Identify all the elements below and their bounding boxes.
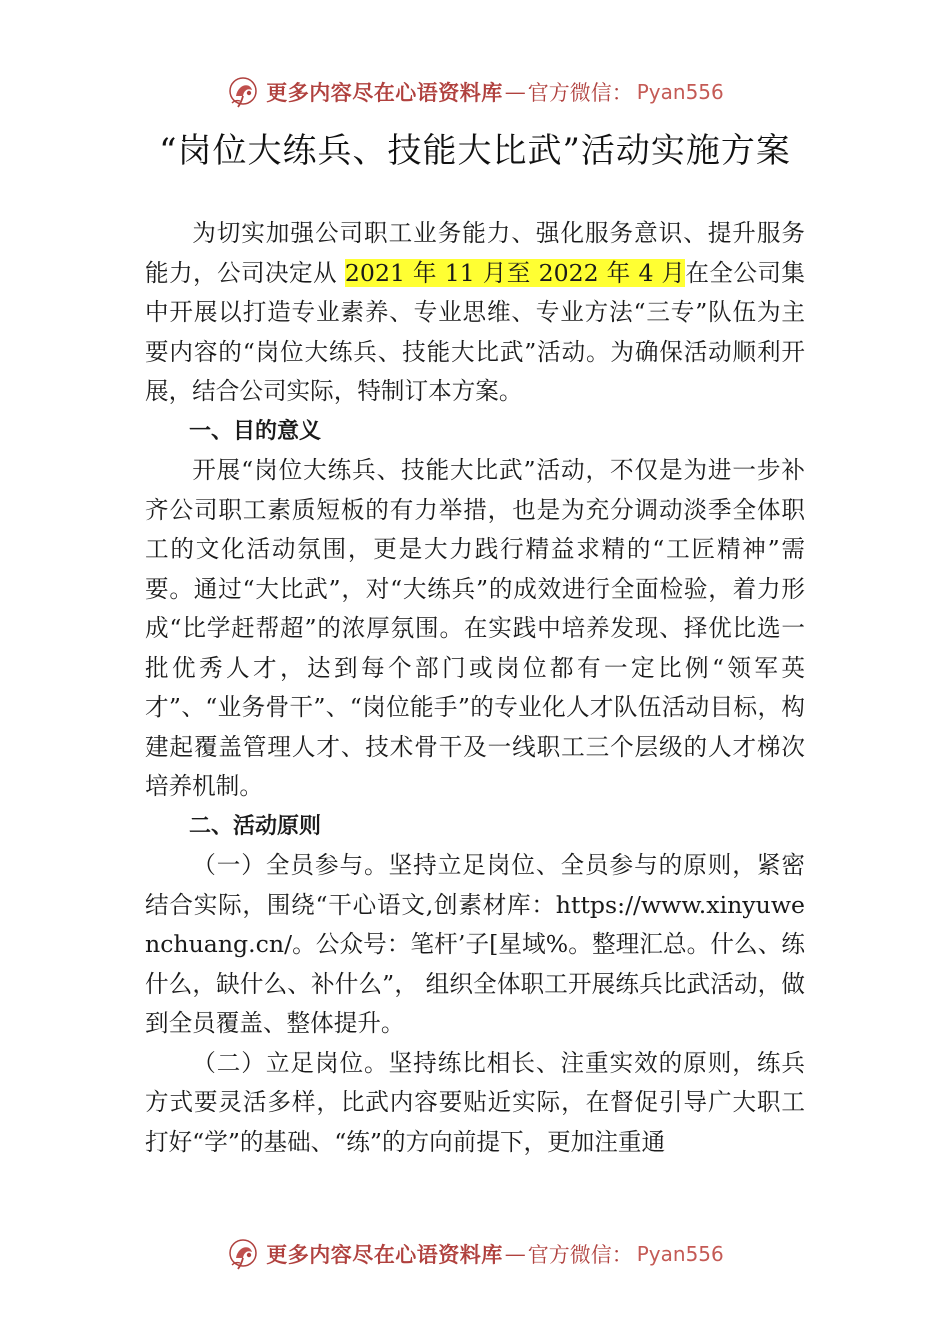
banner-wechat-label: 官方微信： [527,81,633,105]
rose-logo-icon [226,1236,262,1272]
section-heading-purpose: 一、目的意义 [189,418,322,444]
header-watermark-banner [0,72,950,112]
footer-watermark-banner [0,1234,950,1274]
principle-item-1: （一）全员参与。坚持立足岗位、全员参与的原则，紧密结合实际，围绕“干心语文,创素材库：https://www.xinyuwenchuang.cn/。公众号：笔杆’子[星域%。整理汇总。什么、练什么，缺什么、补什么”， 组织全体职工开展练兵比武活动，做到全员覆盖、整体提升。 [145,851,805,1037]
document-title: “岗位大练兵、技能大比武”活动实施方案 [159,131,791,171]
banner-text: 更多内容尽在心语资料库 [266,80,503,105]
intro-text-after: 在全公司集中开展以打造专业素养、专业思维、专业方法“三专”队伍为主要内容的“岗位大练兵、技能大比武”活动。为确保活动顺利开展，结合公司实际，特制订本方案。 [145,258,806,405]
banner-separator: — [504,80,526,104]
principle-item-2: （二）立足岗位。坚持练比相长、注重实效的原则，练兵方式要灵活多样，比武内容要贴近实际，在督促引导广大职工打好“学”的基础、“练”的方向前提下，更加注重通 [145,1048,805,1156]
banner-text: 更多内容尽在心语资料库 [266,1242,503,1267]
purpose-paragraph: 开展“岗位大练兵、技能大比武”活动，不仅是为进一步补齐公司职工素质短板的有力举措，也是为充分调动淡季全体职工的文化活动氛围，更是大力践行精益求精的“工匠精神”需要。通过“大比武”，对“大练兵”的成效进行全面检验，着力形成“比学赶帮超”的浓厚氛围。在实践中培养发现、择优比选一批优秀人才，达到每个部门或岗位都有一定比例“领军英才”、“业务骨干”、“岗位能手”的专业化人才队伍活动目标，构建起覆盖管理人才、技术骨干及一线职工三个层级的人才梯次培养机制。 [145,456,805,800]
intro-paragraph [145,214,805,412]
rose-logo-icon [226,74,262,110]
highlighted-date-range: 2021 年 11 月至 2022 年 4 月 [344,258,686,287]
section-heading-principles: 二、活动原则 [189,813,322,839]
banner-wechat-label: 官方微信： [527,1243,633,1267]
intro-text-before: 为切实加强公司职工业务能力、强化服务意识、提升服务能力，公司决定从 [145,219,805,287]
document-body [145,214,805,1162]
banner-wechat-id: Pyan556 [636,80,724,104]
banner-separator: — [504,1242,526,1266]
banner-wechat-id: Pyan556 [636,1242,724,1266]
